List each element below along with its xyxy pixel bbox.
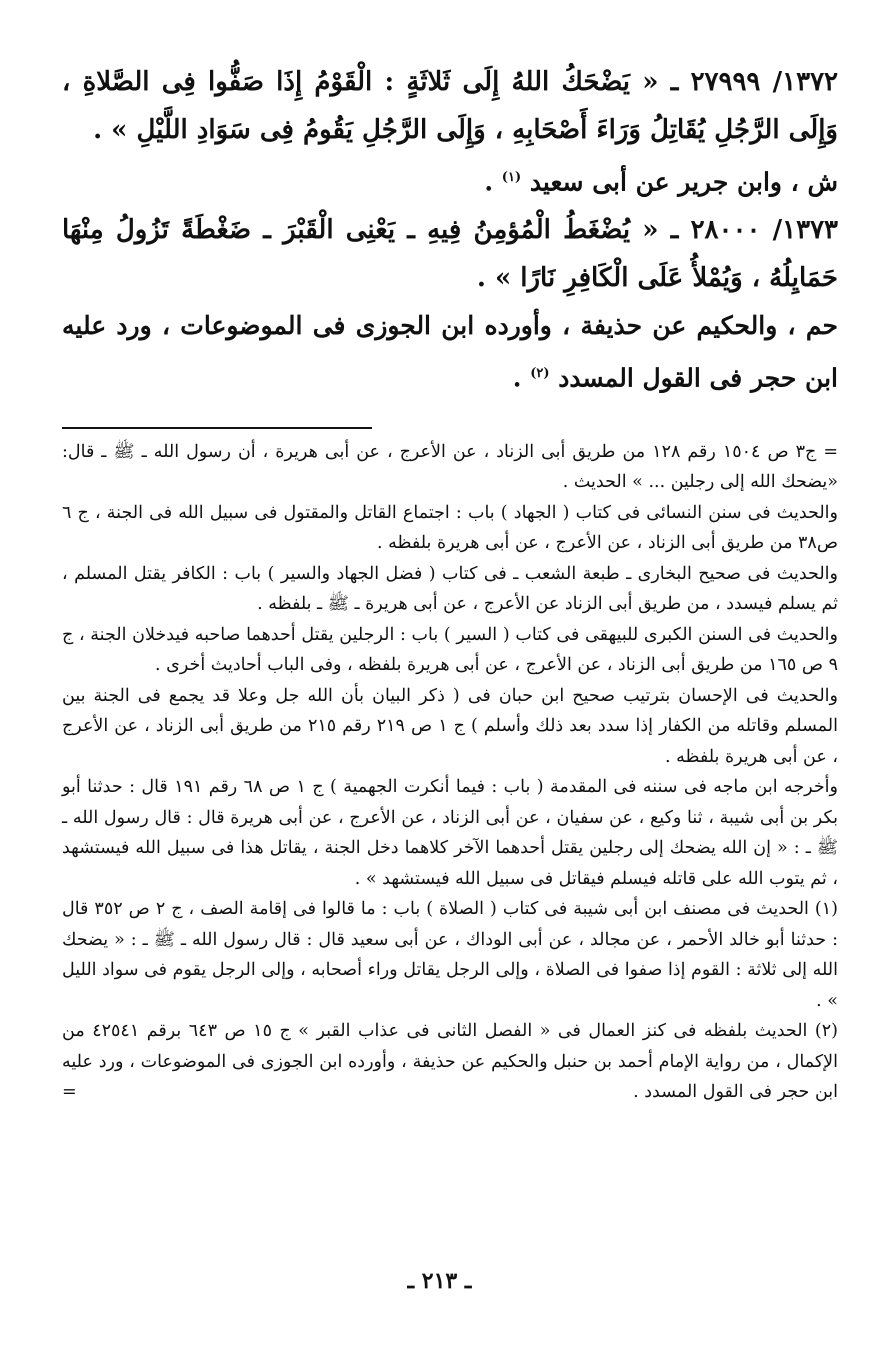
footnote-2 [62,1016,838,1108]
hadith-1372-source: ش ، وابن جرير عن أبى سعيد $^{(١)}$ . [484,167,838,197]
footnote-2-text: (٢) الحديث بلفظه فى كنز العمال فى « الفصل الثانى فى عذاب القبر » ج ١٥ ص ٦٤٣ برقم ٤٢٥٤١ من الإكمال ، من رواية الإمام أحمد بن حنبل والحكيم عن حذيفة ، وأورده ابن الجوزى فى الموضوعات ، ورد عليه ابن حجر فى القول المسدد . [62,1021,838,1103]
footnote-continuation: والحديث فى الإحسان بترتيب صحيح ابن حبان فى ( ذكر البيان بأن الله جل وعلا قد يجمع فى الجنة بين المسلم وقاتله من الكفار إذا سدد بعد ذلك وأسلم ) ج ١ ص ٢١٩ رقم ٢١٥ من طريق أبى الزناد ، عن الأعرج ، عن أبى هريرة بلفظه . [62,685,838,767]
separator-rule [62,427,372,429]
continues-mark: = [62,1082,77,1103]
footnote-continuation: والحديث فى السنن الكبرى للبيهقى فى كتاب ( السير ) باب : الرجلين يقتل أحدهما صاحبه فيدخلان الجنة ، ج ٩ ص ١٦٥ من طريق أبى الزناد ، عن الأعرج ، عن أبى هريرة بلفظه ، وفى الباب أحاديث أخرى . [62,624,838,676]
footnote-1: (١) الحديث فى مصنف ابن أبى شيبة فى كتاب ( الصلاة ) باب : ما قالوا فى إقامة الصف ، ج ٢ ص ٣٥٢ قال : حدثنا أبو خالد الأحمر ، عن مجالد ، عن أبى الوداك ، عن أبى سعيد قال : قال رسول الله ـ ﷺ ـ : « يضحك الله إلى ثلاثة : القوم إذا صفوا فى الصلاة ، وإلى الرجل يقاتل وراء أصحابه ، وإلى الرجل يقوم فى سواد الليل » . [62,899,838,1011]
footnote-continuation: وأخرجه ابن ماجه فى سننه فى المقدمة ( باب : فيما أنكرت الجهمية ) ج ١ ص ٦٨ رقم ١٩١ قال : حدثنا أبو بكر بن أبى شيبة ، ثنا وكيع ، عن سفيان ، عن أبى الزناد ، عن الأعرج ، عن أبى هريرة قال : قال رسول الله ـ ﷺ ـ : « إن الله يضحك إلى رجلين يقتل أحدهما الآخر كلاهما دخل الجنة ، يقاتل هذا فى سبيل الله فيستشهد ، ثم يتوب الله على قاتله فيسلم فيقاتل فى سبيل الله فيستشهد » . [62,777,838,889]
hadith-1372: ١٣٧٢/ ٢٧٩٩٩ ـ « يَضْحَكُ اللهُ إِلَى ثَلاثَةٍ : الْقَوْمُ إِذَا صَفُّوا فِى الصَّلاةِ ، وَإِلَى الرَّجُلِ يُقَاتِلُ وَرَاءَ أَصْحَابِهِ ، وَإِلَى الرَّجُلِ يَقُومُ فِى سَوَادِ اللَّيْلِ » . [62,67,838,145]
page-number: ـ ٢١٣ ـ [407,1268,472,1294]
hadith-1373: ١٣٧٣/ ٢٨٠٠٠ ـ « يُضْغَطُ الْمُؤمِنُ فِيهِ ـ يَعْنِى الْقَبْرَ ـ ضَغْطَةً تَزُولُ مِنْهَا حَمَايِلُهُ ، وَيُمْلأُ عَلَى الْكَافِرِ نَارًا » . [62,215,838,294]
footnote-separator [62,427,838,429]
footnote-continuation: = ج٣ ص ١٥٠٤ رقم ١٢٨ من طريق أبى الزناد ، عن الأعرج ، عن أبى هريرة ، أن رسول الله ـ ﷺ ـ قال: «يضحك الله إلى رجلين ... » الحديث . [62,441,838,493]
footnote-continuation: والحديث فى سنن النسائى فى كتاب ( الجهاد ) باب : اجتماع القاتل والمقتول فى سبيل الله فى الجنة ، ج ٦ ص٣٨ من طريق أبى الزناد ، عن الأعرج ، عن أبى هريرة بلفظه . [62,502,838,554]
page-content [62,58,838,1108]
hadith-1373-source: حم ، والحكيم عن حذيفة ، وأورده ابن الجوزى فى الموضوعات ، ورد عليه ابن حجر فى القول المسدد $^{(٢)}$ . [62,311,838,393]
main-text [62,58,838,403]
footnote-continuation: والحديث فى صحيح البخارى ـ طبعة الشعب ـ فى كتاب ( فضل الجهاد والسير ) باب : الكافر يقتل المسلم ، ثم يسلم فيسدد ، من طريق أبى الزناد عن الأعرج ، عن أبى هريرة ـ ﷺ ـ بلفظه . [62,563,838,615]
footnotes [62,437,838,1108]
source-text: ش ، وابن جرير عن أبى سعيد [529,167,838,197]
source-text: حم ، والحكيم عن حذيفة ، وأورده ابن الجوزى فى الموضوعات ، ورد عليه ابن حجر فى القول المسدد [62,311,838,393]
footnote-ref-2[interactable]: (٢) [530,366,550,382]
footnote-ref-1[interactable]: (١) [501,170,522,185]
